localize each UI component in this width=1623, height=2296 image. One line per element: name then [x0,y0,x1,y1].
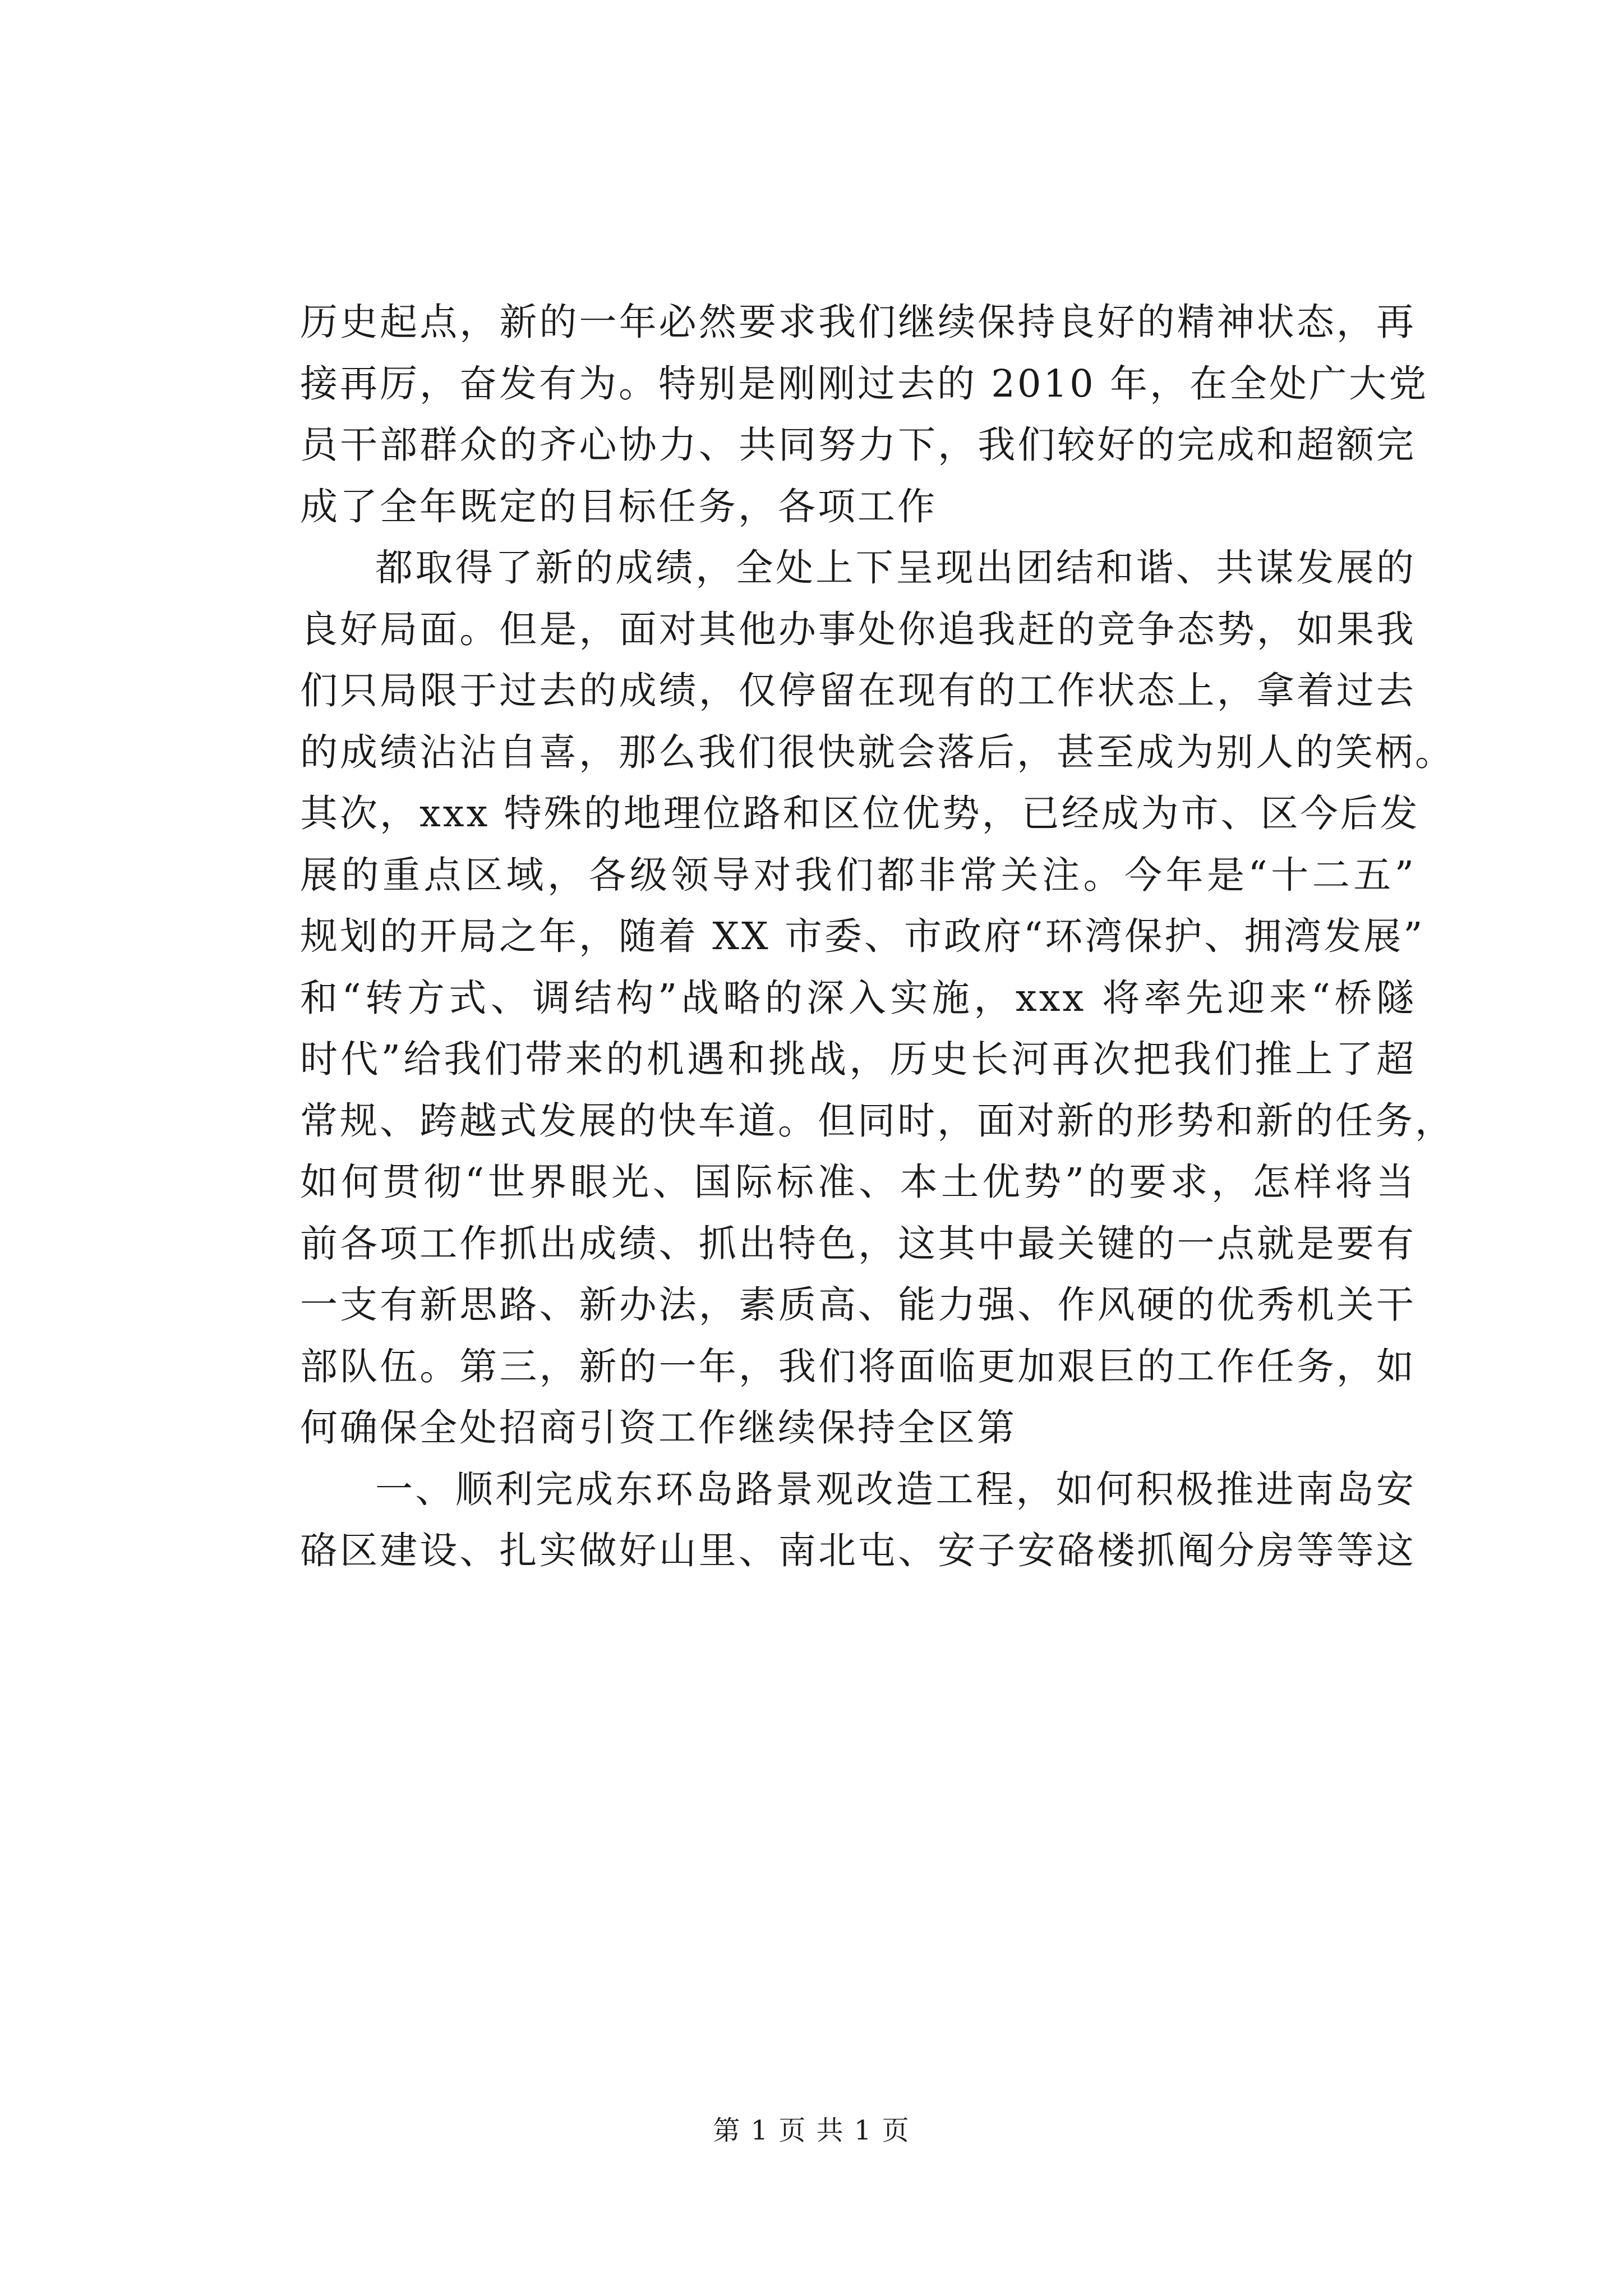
text-line: 何确保全处招商引资工作继续保持全区第 [300,1406,1017,1450]
text-line: 的成绩沾沾自喜，那么我们很快就会落后，甚至成为别人的笑柄。 [300,730,1455,774]
page-number-footer: 第 1 页 共 1 页 [713,2115,910,2146]
text-line: 们只局限于过去的成绩，仅停留在现有的工作状态上，拿着过去 [300,669,1416,712]
text-line: 时代”给我们带来的机遇和挑战，历史长河再次把我们推上了超 [300,1037,1416,1081]
paragraph-first-line: 都取得了新的成绩，全处上下呈现出团结和谐、共谋发展的 [375,546,1416,590]
text-line: 员干部群众的齐心协力、共同努力下，我们较好的完成和超额完 [300,423,1416,467]
text-line: 历史起点，新的一年必然要求我们继续保持良好的精神状态，再 [300,300,1416,344]
text-line: 规划的开局之年，随着 XX 市委、市政府“环湾保护、拥湾发展” [300,914,1425,958]
text-line: 其次，xxx 特殊的地理位路和区位优势，已经成为市、区今后发 [300,792,1420,835]
text-line: 前各项工作抓出成绩、抓出特色，这其中最关键的一点就是要有 [300,1221,1416,1266]
text-line: 硌区建设、扎实做好山里、南北屯、安子安硌楼抓阄分房等等这 [300,1529,1416,1572]
text-line: 展的重点区域，各级领导对我们都非常关注。今年是“十二五” [300,853,1416,897]
text-line: 常规、跨越式发展的快车道。但同时，面对新的形势和新的任务， [300,1098,1455,1143]
text-line: 成了全年既定的目标任务，各项工作 [300,484,937,528]
text-line: 和“转方式、调结构”战略的深入实施，xxx 将率先迎来“桥隧 [300,976,1416,1020]
body-text [300,292,1455,1582]
text-line: 部队伍。第三，新的一年，我们将面临更加艰巨的工作任务，如 [300,1344,1416,1388]
text-line: 良好局面。但是，面对其他办事处你追我赶的竞争态势，如果我 [300,607,1416,651]
paragraph-first-line: 一、顺利完成东环岛路景观改造工程，如何积极推进南岛安 [375,1467,1416,1511]
text-line: 接再厉，奋发有为。特别是刚刚过去的 2010 年，在全处广大党 [300,361,1429,406]
text-line: 一支有新思路、新办法，素质高、能力强、作风硬的优秀机关干 [300,1283,1416,1327]
text-line: 如何贯彻“世界眼光、国际标准、本土优势”的要求，怎样将当 [300,1160,1416,1204]
